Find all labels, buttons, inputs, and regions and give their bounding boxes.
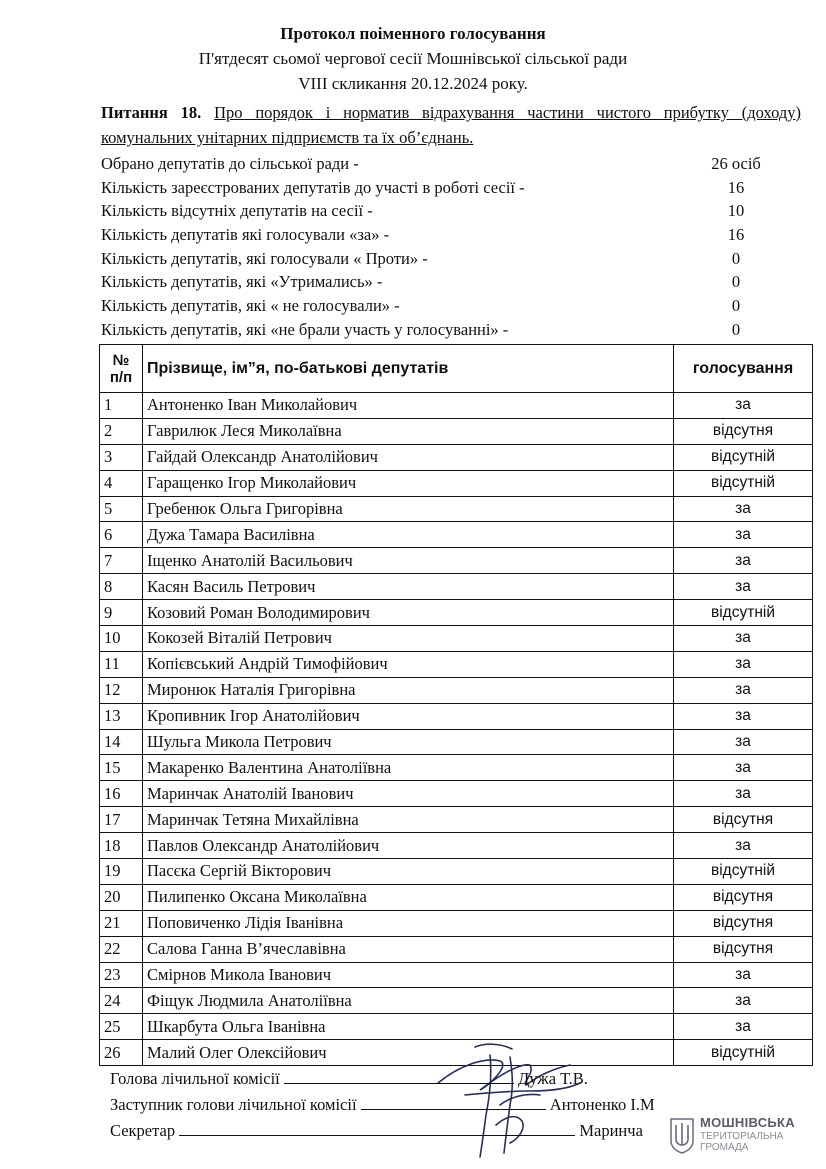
stat-label: Кількість відсутніх депутатів на сесії - <box>101 201 373 221</box>
row-number: 15 <box>100 755 143 781</box>
stat-row <box>101 247 801 271</box>
row-number: 10 <box>100 626 143 652</box>
table-body <box>100 393 813 1066</box>
row-number: 22 <box>100 936 143 962</box>
vote-result: відсутня <box>674 884 813 910</box>
vote-result: за <box>674 729 813 755</box>
row-number: 20 <box>100 884 143 910</box>
vote-result: за <box>674 1014 813 1040</box>
table-row <box>100 418 813 444</box>
session-subtitle: П'ятдесят сьомої чергової сесії Мошнівської сільської ради <box>198 49 628 68</box>
deputy-name: Пасєка Сергій Вікторович <box>143 859 674 885</box>
stat-value: 0 <box>731 272 741 292</box>
deputy-name: Шульга Микола Петрович <box>143 729 674 755</box>
deputy-name: Касян Василь Петрович <box>143 574 674 600</box>
row-number: 11 <box>100 651 143 677</box>
deputy-name: Фіщук Людмила Анатоліївна <box>143 988 674 1014</box>
stat-label: Кількість депутатів, які голосували « Проти» - <box>101 248 428 268</box>
deputy-name: Салова Ганна В’ячеславівна <box>143 936 674 962</box>
vote-result: за <box>674 781 813 807</box>
deputy-name: Копієвський Андрій Тимофійович <box>143 651 674 677</box>
row-number: 5 <box>100 496 143 522</box>
stat-value: 0 <box>731 319 741 339</box>
table-row <box>100 470 813 496</box>
vote-result: за <box>674 626 813 652</box>
logo-line-2: ТЕРИТОРІАЛЬНА <box>700 1131 784 1142</box>
row-number: 17 <box>100 807 143 833</box>
stat-value: 10 <box>727 201 745 221</box>
stat-value: 26 осіб <box>711 154 761 173</box>
question-text: Про порядок і норматив відрахування частини чистого прибутку (доходу) комунальних унітарних підприємств та їх об’єднань. <box>101 103 802 147</box>
signatory-name: Маринча <box>579 1121 643 1140</box>
signatory-role: Заступник голови лічильної комісії <box>110 1095 357 1114</box>
stat-row <box>101 294 801 318</box>
signature-line-deputy-head <box>110 1095 655 1115</box>
table-row <box>100 626 813 652</box>
table-row <box>100 444 813 470</box>
table-row <box>100 884 813 910</box>
stat-row <box>101 318 801 342</box>
row-number: 2 <box>100 418 143 444</box>
row-number: 24 <box>100 988 143 1014</box>
logo-line-3: ГРОМАДА <box>700 1142 749 1153</box>
vote-result: за <box>674 703 813 729</box>
vote-result: за <box>674 548 813 574</box>
stat-row <box>101 199 801 223</box>
vote-result: відсутня <box>674 418 813 444</box>
row-number: 7 <box>100 548 143 574</box>
deputy-name: Гаврилюк Леся Миколаївна <box>143 418 674 444</box>
signatory-name: Антоненко І.М <box>549 1095 655 1114</box>
row-number: 1 <box>100 393 143 419</box>
stat-value: 0 <box>731 296 741 316</box>
roll-call-table <box>99 344 813 1066</box>
stat-row <box>101 223 801 247</box>
deputy-name: Шкарбута Ольга Іванівна <box>143 1014 674 1040</box>
vote-result: відсутня <box>674 936 813 962</box>
row-number: 13 <box>100 703 143 729</box>
deputy-name: Гаращенко Ігор Миколайович <box>143 470 674 496</box>
document-title: Протокол поіменного голосування <box>280 24 546 43</box>
row-number: 19 <box>100 859 143 885</box>
stat-label: Обрано депутатів до сільської ради - <box>101 154 359 173</box>
deputy-name: Гребенюк Ольга Григорівна <box>143 496 674 522</box>
signature-line-commission-head <box>110 1069 588 1089</box>
stat-label: Кількість зареєстрованих депутатів до участі в роботі сесії - <box>101 177 525 197</box>
table-row <box>100 393 813 419</box>
row-number: 4 <box>100 470 143 496</box>
logo-subtitle <box>700 1131 783 1153</box>
vote-result: за <box>674 574 813 600</box>
row-number: 23 <box>100 962 143 988</box>
signatory-name: Дужа Т.В. <box>518 1069 588 1088</box>
table-row <box>100 651 813 677</box>
vote-result: за <box>674 651 813 677</box>
signature-underline <box>284 1069 514 1084</box>
table-row <box>100 677 813 703</box>
signatory-role: Голова лічильної комісії <box>110 1069 280 1088</box>
header-number-symbol: № <box>112 351 130 369</box>
deputy-name: Кокозей Віталій Петрович <box>143 626 674 652</box>
deputy-name: Поповиченко Лідія Іванівна <box>143 910 674 936</box>
vote-statistics <box>101 152 801 342</box>
table-row <box>100 522 813 548</box>
deputy-name: Смірнов Микола Іванович <box>143 962 674 988</box>
deputy-name: Дужа Тамара Василівна <box>143 522 674 548</box>
vote-result: відсутній <box>674 1040 813 1066</box>
deputy-name: Маринчак Тетяна Михайлівна <box>143 807 674 833</box>
stat-value: 16 <box>727 225 745 245</box>
agenda-question <box>101 100 801 150</box>
table-row <box>100 936 813 962</box>
deputy-name: Миронюк Наталія Григорівна <box>143 677 674 703</box>
deputy-name: Макаренко Валентина Анатоліївна <box>143 755 674 781</box>
table-row <box>100 496 813 522</box>
vote-result: за <box>674 496 813 522</box>
vote-result: відсутній <box>674 470 813 496</box>
vote-result: відсутній <box>674 600 813 626</box>
row-number: 6 <box>100 522 143 548</box>
table-row <box>100 910 813 936</box>
table-row <box>100 781 813 807</box>
vote-result: відсутня <box>674 807 813 833</box>
vote-result: відсутній <box>674 859 813 885</box>
signatory-role: Секретар <box>110 1121 176 1140</box>
column-header-name: Прізвище, ім”я, по-батькові депутатів <box>143 345 674 393</box>
row-number: 12 <box>100 677 143 703</box>
deputy-name: Пилипенко Оксана Миколаївна <box>143 884 674 910</box>
vote-result: за <box>674 988 813 1014</box>
question-number: Питання 18. <box>101 103 202 122</box>
row-number: 9 <box>100 600 143 626</box>
stat-value: 0 <box>731 248 741 268</box>
table-row <box>100 833 813 859</box>
deputy-name: Малий Олег Олексійович <box>143 1040 674 1066</box>
table-row <box>100 574 813 600</box>
table-row <box>100 807 813 833</box>
trident-emblem-icon <box>668 1115 696 1155</box>
column-header-number <box>100 345 143 393</box>
table-row <box>100 755 813 781</box>
stat-row <box>101 270 801 294</box>
vote-result: за <box>674 393 813 419</box>
table-row <box>100 729 813 755</box>
vote-result: за <box>674 677 813 703</box>
deputy-name: Маринчак Анатолій Іванович <box>143 781 674 807</box>
stat-row <box>101 152 801 176</box>
row-number: 3 <box>100 444 143 470</box>
signature-underline <box>179 1121 575 1136</box>
column-header-vote: голосування <box>674 345 813 393</box>
row-number: 18 <box>100 833 143 859</box>
stat-label: Кількість депутатів які голосували «за» - <box>101 225 390 245</box>
deputy-name: Козовий Роман Володимирович <box>143 600 674 626</box>
stat-label: Кількість депутатів, які «Утримались» - <box>101 272 383 292</box>
row-number: 8 <box>100 574 143 600</box>
row-number: 21 <box>100 910 143 936</box>
table-row <box>100 988 813 1014</box>
table-row <box>100 962 813 988</box>
vote-result: за <box>674 755 813 781</box>
deputy-name: Антоненко Іван Миколайович <box>143 393 674 419</box>
table-row <box>100 703 813 729</box>
row-number: 14 <box>100 729 143 755</box>
deputy-name: Павлов Олександр Анатолійович <box>143 833 674 859</box>
deputy-name: Іщенко Анатолій Васильович <box>143 548 674 574</box>
row-number: 16 <box>100 781 143 807</box>
signature-underline <box>361 1095 546 1110</box>
row-number: 25 <box>100 1014 143 1040</box>
table-row <box>100 548 813 574</box>
table-row <box>100 600 813 626</box>
stat-value: 16 <box>727 177 745 197</box>
convocation-date: VIII скликання 20.12.2024 року. <box>298 74 528 93</box>
deputy-name: Кропивник Ігор Анатолійович <box>143 703 674 729</box>
stat-label: Кількість депутатів, які «не брали участь у голосуванні» - <box>101 319 509 339</box>
stat-label: Кількість депутатів, які « не голосували» - <box>101 296 400 316</box>
row-number: 26 <box>100 1040 143 1066</box>
table-row <box>100 859 813 885</box>
vote-result: за <box>674 833 813 859</box>
vote-result: за <box>674 962 813 988</box>
logo-title: МОШНІВСЬКА <box>700 1115 795 1130</box>
vote-result: за <box>674 522 813 548</box>
signature-line-secretary <box>110 1121 643 1141</box>
table-header-row <box>100 345 813 393</box>
community-logo <box>664 1113 814 1163</box>
header-number-abbr: п/п <box>109 368 133 386</box>
deputy-name: Гайдай Олександр Анатолійович <box>143 444 674 470</box>
vote-result: відсутній <box>674 444 813 470</box>
stat-row <box>101 176 801 200</box>
vote-result: відсутня <box>674 910 813 936</box>
